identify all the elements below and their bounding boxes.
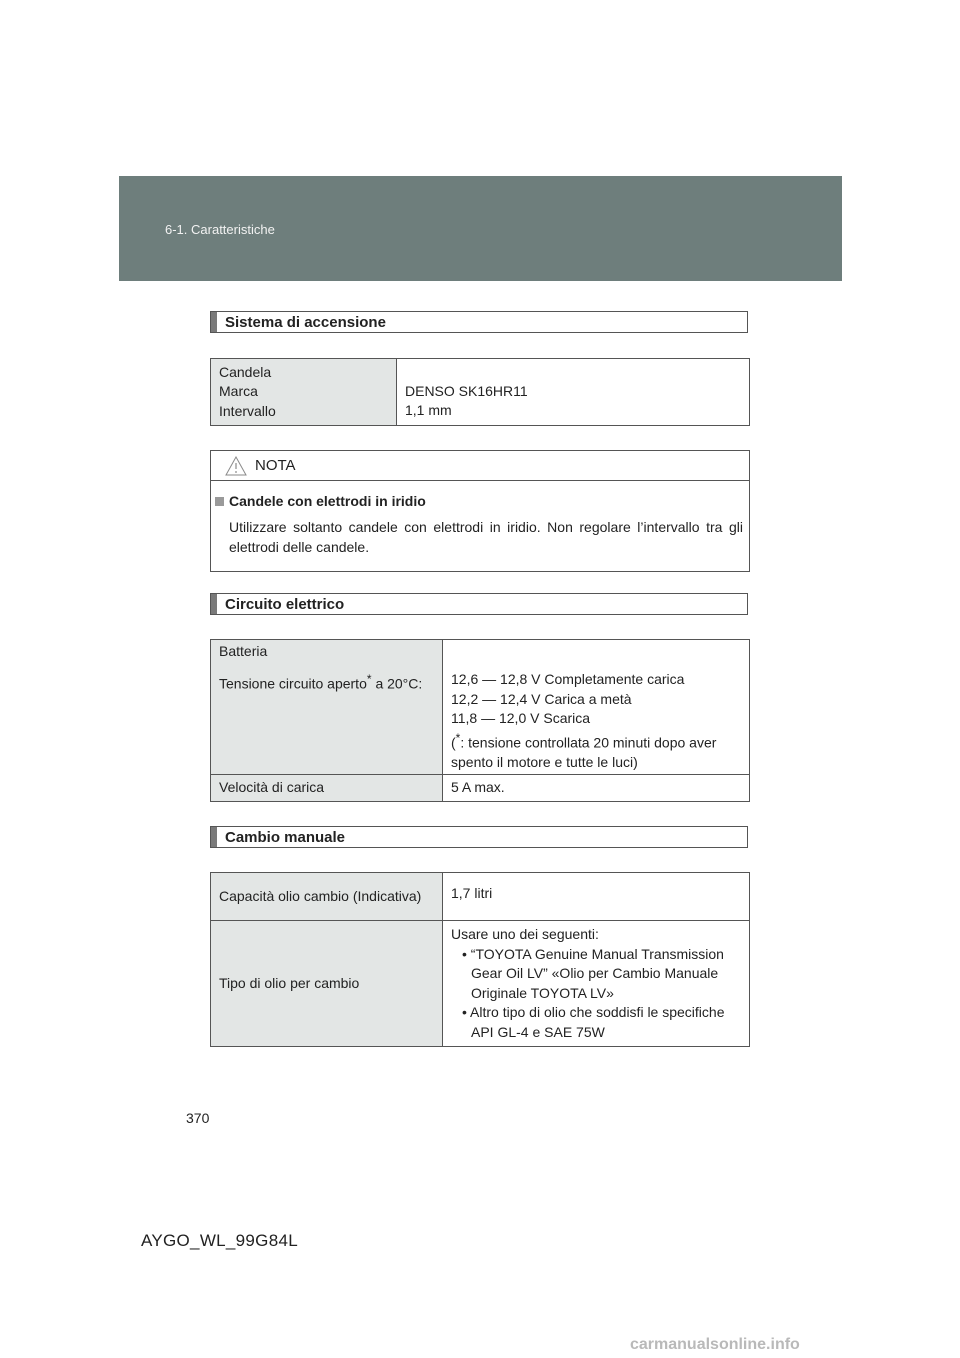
note-title: NOTA (255, 457, 296, 474)
list-item: • “TOYOTA Genuine Manual Transmission Gear Oil LV” «Olio per Cambio Manuale Originale TOYOTA LV» (462, 945, 724, 1001)
table-row (211, 873, 750, 921)
ignition-table (210, 358, 750, 426)
section-title-ignition (210, 311, 748, 333)
table-row (211, 775, 750, 802)
voltage-footnote (451, 729, 741, 773)
note-body: Utilizzare soltanto candele con elettrodi in iridio. Non regolare l’intervallo tra gli elettrodi delle candele. (229, 519, 743, 555)
footnote-open: ( (451, 734, 456, 751)
table-row (211, 921, 750, 1047)
battery-key (211, 640, 443, 775)
key-marca: Marca (219, 383, 258, 400)
oil-intro: Usare uno dei seguenti: (451, 926, 599, 942)
section-title-bar (211, 312, 217, 332)
section-title-electric (210, 593, 748, 615)
section-title-bar (211, 594, 217, 614)
key-charge-rate: Velocità di carica (211, 775, 443, 802)
value-brand: DENSO SK16HR11 (405, 382, 528, 399)
footnote-asterisk: * (455, 730, 461, 745)
voltage-label-post: a 20°C: (375, 675, 423, 692)
ignition-keys (211, 359, 397, 426)
electric-table (210, 639, 750, 802)
footnote-text: : tensione controllata 20 minuti dopo aver spento il motore e tutte le luci) (451, 734, 717, 770)
key-oil-capacity: Capacità olio cambio (Indicativa) (211, 873, 443, 921)
key-oil-type: Tipo di olio per cambio (211, 921, 443, 1047)
note-subtitle (215, 493, 426, 509)
header-band (119, 176, 842, 281)
table-row (211, 640, 750, 775)
square-bullet-icon (215, 497, 224, 506)
section-title-label: Cambio manuale (225, 829, 346, 846)
voltage-label-pre: Tensione circuito aperto (219, 675, 367, 692)
watermark: carmanualsonline.info (630, 1336, 800, 1353)
section-title-label: Sistema di accensione (225, 314, 386, 331)
gearbox-table (210, 872, 750, 1047)
note-header (211, 451, 749, 481)
table-row (211, 359, 750, 426)
asterisk-mark: * (366, 671, 372, 686)
ignition-values (397, 359, 750, 426)
battery-values (443, 640, 750, 775)
section-title-label: Circuito elettrico (225, 596, 345, 613)
voltage-full: 12,6 — 12,8 V Completamente carica (451, 671, 685, 687)
key-voltage (219, 670, 434, 694)
value-oil-capacity: 1,7 litri (443, 873, 750, 921)
key-intervallo: Intervallo (219, 402, 276, 419)
value-oil-type (443, 921, 750, 1047)
section-title-gearbox (210, 826, 748, 848)
section-title-bar (211, 827, 217, 847)
key-battery: Batteria (219, 643, 268, 659)
value-charge-rate: 5 A max. (443, 775, 750, 802)
document-code: AYGO_WL_99G84L (141, 1231, 298, 1250)
value-gap: 1,1 mm (405, 402, 452, 418)
note-subtitle-text: Candele con elettrodi in iridio (229, 493, 426, 509)
page-number: 370 (186, 1110, 210, 1126)
note-box (210, 450, 750, 572)
warning-triangle-icon (225, 456, 247, 476)
key-candela: Candela (219, 363, 272, 380)
section-breadcrumb: 6-1. Caratteristiche (165, 222, 275, 237)
list-item: • Altro tipo di olio che soddisfi le specifiche API GL-4 e SAE 75W (462, 1004, 725, 1040)
oil-list (451, 945, 745, 1043)
voltage-empty: 11,8 — 12,0 V Scarica (451, 710, 591, 726)
voltage-half: 12,2 — 12,4 V Carica a metà (451, 690, 632, 707)
